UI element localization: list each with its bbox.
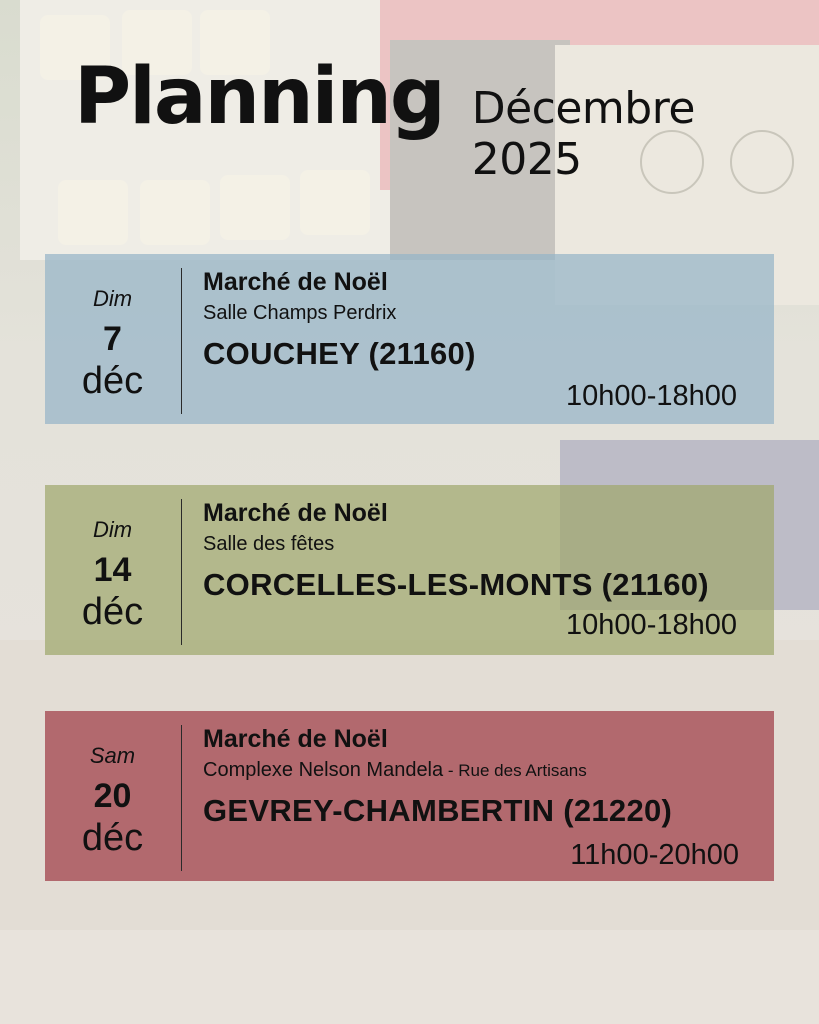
event-info <box>203 485 773 655</box>
event-day: 14 <box>93 551 132 589</box>
event-weekday: Dim <box>92 286 133 311</box>
event-venue <box>203 302 396 325</box>
event-venue <box>203 759 587 782</box>
event-card <box>45 711 774 881</box>
event-date <box>45 254 180 424</box>
event-info <box>203 711 773 881</box>
pin-tile <box>58 180 128 245</box>
event-name: Marché de Noël <box>203 268 388 296</box>
event-month: déc <box>81 360 144 402</box>
event-weekday: Dim <box>92 517 133 542</box>
divider <box>181 268 182 414</box>
event-venue-street: - Rue des Artisans <box>443 761 587 780</box>
event-weekday: Sam <box>89 743 136 768</box>
title-month: Décembre 2025 <box>471 83 695 185</box>
event-name: Marché de Noël <box>203 725 388 753</box>
event-month: déc <box>81 817 144 859</box>
event-venue-name: Salle Champs Perdrix <box>203 302 397 324</box>
divider <box>181 725 182 871</box>
event-day: 7 <box>103 320 122 358</box>
divider <box>181 499 182 645</box>
event-card <box>45 485 774 655</box>
event-hours: 10h00-18h00 <box>566 609 737 641</box>
event-venue-name: Salle des fêtes <box>203 533 335 555</box>
event-hours: 10h00-18h00 <box>566 380 737 412</box>
table-edge <box>0 930 819 1024</box>
event-day: 20 <box>93 777 132 815</box>
page-title <box>74 52 774 185</box>
pin-tile <box>300 170 370 235</box>
event-hours: 11h00-20h00 <box>570 839 739 871</box>
pin-tile <box>220 175 290 240</box>
event-city: COUCHEY (21160) <box>203 336 476 371</box>
event-city: CORCELLES-LES-MONTS (21160) <box>203 567 709 602</box>
event-month: déc <box>81 591 144 633</box>
event-name: Marché de Noël <box>203 499 388 527</box>
event-venue-name: Complexe Nelson Mandela <box>203 759 444 781</box>
event-date <box>45 711 180 881</box>
pin-tile <box>140 180 210 245</box>
event-date <box>45 485 180 655</box>
event-venue <box>203 533 334 556</box>
event-card <box>45 254 774 424</box>
event-city: GEVREY-CHAMBERTIN (21220) <box>203 793 673 828</box>
event-info <box>203 254 773 424</box>
title-main: Planning <box>74 52 444 142</box>
